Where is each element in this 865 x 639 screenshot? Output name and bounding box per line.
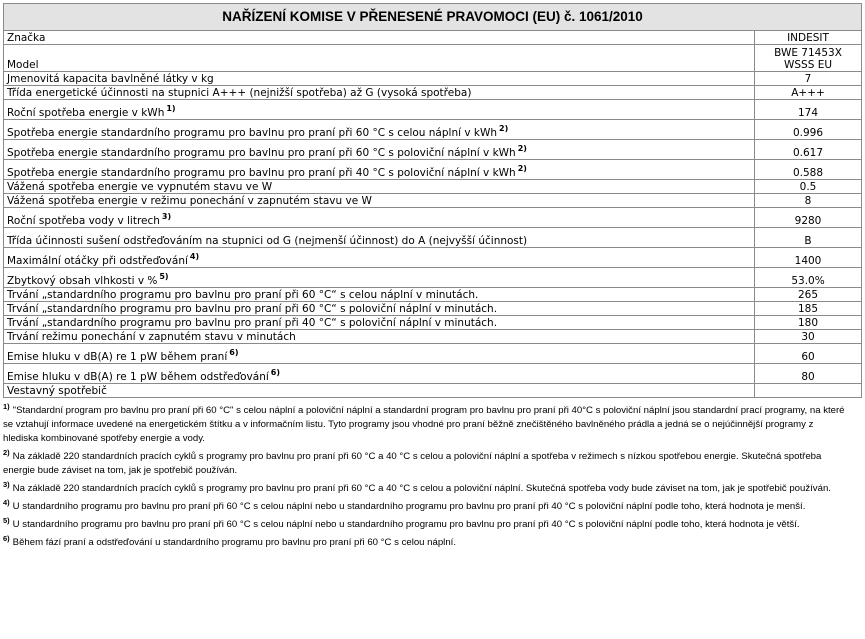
row-label-cell <box>4 100 755 120</box>
row-label: Vestavný spotřebič <box>7 385 107 397</box>
table-row <box>4 180 862 194</box>
row-label-cell <box>4 140 755 160</box>
footnote-mark: 1) <box>3 402 10 411</box>
footnote-ref: 5) <box>159 272 169 281</box>
row-value: 174 <box>755 100 862 120</box>
footnote-ref: 6) <box>270 368 281 377</box>
row-label-cell <box>4 180 755 194</box>
table-row <box>4 248 862 268</box>
footnote-ref: 2) <box>517 144 527 153</box>
row-label: Emise hluku v dB(A) re 1 pW během odstřeďování <box>7 371 269 383</box>
row-value: 0.5 <box>755 180 862 194</box>
row-label-cell <box>4 228 755 248</box>
row-value: 180 <box>755 316 862 330</box>
table-row <box>4 100 862 120</box>
footnote-ref: 2) <box>517 164 527 173</box>
energy-info-sheet <box>3 3 861 554</box>
row-label-cell <box>4 31 755 45</box>
row-label: Trvání „standardního programu pro bavlnu pro praní při 40 °C“ s poloviční náplní v minutách. <box>7 317 498 329</box>
footnotes <box>3 404 861 550</box>
footnote <box>3 404 861 446</box>
row-label: Značka <box>7 32 46 44</box>
row-value: 265 <box>755 288 862 302</box>
footnote-text: Na základě 220 standardních pracích cyklů s programy pro bavlnu pro praní při 60 °C a 40 °C s celou a poloviční náplní. Skutečná spotřeba vody bude záviset na tom, jak je spotřebič používán. <box>12 483 831 494</box>
row-value: A+++ <box>755 86 862 100</box>
table-row <box>4 384 862 398</box>
row-label: Spotřeba energie standardního programu pro bavlnu pro praní při 60 °C s poloviční náplní v kWh <box>7 147 516 159</box>
row-value: 53.0% <box>755 268 862 288</box>
footnote-ref: 4) <box>189 252 200 261</box>
row-label-cell <box>4 330 755 344</box>
table-row <box>4 316 862 330</box>
table-row <box>4 45 862 72</box>
row-label-cell <box>4 45 755 72</box>
footnote <box>3 518 861 532</box>
row-label: Roční spotřeba vody v litrech <box>7 215 160 227</box>
footnote <box>3 482 861 496</box>
row-label-cell <box>4 194 755 208</box>
row-label: Zbytkový obsah vlhkosti v % <box>7 275 158 287</box>
row-label-cell <box>4 344 755 364</box>
row-value: 8 <box>755 194 862 208</box>
row-label-cell <box>4 120 755 140</box>
table-row <box>4 268 862 288</box>
row-value: 9280 <box>755 208 862 228</box>
row-value: BWE 71453X WSSS EU <box>755 45 862 72</box>
footnote-mark: 4) <box>3 498 10 507</box>
table-row <box>4 302 862 316</box>
row-label-cell <box>4 248 755 268</box>
footnote-ref: 3) <box>161 212 172 221</box>
table-row <box>4 72 862 86</box>
row-label: Vážená spotřeba energie ve vypnutém stavu ve W <box>7 181 273 193</box>
row-label-cell <box>4 268 755 288</box>
row-value: 185 <box>755 302 862 316</box>
table-row <box>4 208 862 228</box>
footnote-text: U standardního programu pro bavlnu pro praní při 60 °C s celou náplní nebo u standardního programu pro bavlnu pro praní při 40 °C s poloviční náplní podle toho, která hodnota je větší. <box>12 519 800 530</box>
footnote-text: "Standardní program pro bavlnu pro praní při 60 °C" s celou náplní a poloviční náplní a standardní program pro bavlnu pro praní při 40°C s poloviční náplní jsou standardní prací programy, na které se vztahují informace uvedené na energetickém štítku a v informačním listu. Tyto programy jsou vhodné pro praní běžně znečištěného bavlněného prádla a jedná se o nejúčinnější programy z hlediska kombinované spotřeby energie a vody. <box>3 405 845 444</box>
row-label-cell <box>4 208 755 228</box>
row-value: 60 <box>755 344 862 364</box>
row-value: 1400 <box>755 248 862 268</box>
row-label: Vážená spotřeba energie v režimu ponechání v zapnutém stavu ve W <box>7 195 372 207</box>
row-value: 0.617 <box>755 140 862 160</box>
row-label: Spotřeba energie standardního programu pro bavlnu pro praní při 60 °C s celou náplní v kWh <box>7 127 498 139</box>
row-label: Trvání režimu ponechání v zapnutém stavu v minutách <box>7 331 296 343</box>
row-value: INDESIT <box>755 31 862 45</box>
row-label-cell <box>4 160 755 180</box>
table-row <box>4 86 862 100</box>
footnote <box>3 500 861 514</box>
footnote-text: Během fází praní a odstřeďování u standardního programu pro bavlnu pro praní při 60 °C s celou náplní. <box>12 537 456 548</box>
row-label: Roční spotřeba energie v kWh <box>7 107 165 119</box>
row-value: 30 <box>755 330 862 344</box>
row-label: Třída energetické účinnosti na stupnici A+++ (nejnižší spotřeba) až G (vysoká spotřeba) <box>7 87 472 99</box>
footnote <box>3 450 861 478</box>
footnote-ref: 2) <box>499 124 509 133</box>
row-label: Jmenovitá kapacita bavlněné látky v kg <box>7 73 214 85</box>
table-row <box>4 140 862 160</box>
row-value: 0.996 <box>755 120 862 140</box>
table-row <box>4 31 862 45</box>
row-label-cell <box>4 364 755 384</box>
row-value: 7 <box>755 72 862 86</box>
table-row <box>4 120 862 140</box>
row-label: Spotřeba energie standardního programu pro bavlnu pro praní při 40 °C s poloviční náplní v kWh <box>7 167 516 179</box>
row-label: Emise hluku v dB(A) re 1 pW během praní <box>7 351 228 363</box>
spec-table <box>3 3 862 398</box>
table-row <box>4 194 862 208</box>
footnote-text: Na základě 220 standardních pracích cyklů s programy pro bavlnu pro praní při 60 °C a 40 °C s celou a poloviční náplní a spotřeba v režimech s nízkou spotřebou energie. Skutečná spotřeba energie bude záviset na tom, jak je spotřebič používán. <box>3 451 822 476</box>
row-value: 80 <box>755 364 862 384</box>
table-row <box>4 330 862 344</box>
row-value: 0.588 <box>755 160 862 180</box>
footnote-ref: 1) <box>166 104 176 113</box>
table-row <box>4 364 862 384</box>
table-row <box>4 160 862 180</box>
row-label-cell <box>4 384 755 398</box>
row-label-cell <box>4 288 755 302</box>
row-label: Trvání „standardního programu pro bavlnu pro praní při 60 °C“ s celou náplní v minutách. <box>7 289 479 301</box>
row-label: Třída účinnosti sušení odstřeďováním na stupnici od G (nejmenší účinnost) do A (nejvyšší účinnost) <box>7 235 528 247</box>
row-label-cell <box>4 72 755 86</box>
row-value: B <box>755 228 862 248</box>
row-label-cell <box>4 316 755 330</box>
footnote-mark: 5) <box>3 516 10 525</box>
footnote <box>3 536 861 550</box>
table-row <box>4 288 862 302</box>
table-row <box>4 228 862 248</box>
row-label: Trvání „standardního programu pro bavlnu pro praní při 60 °C“ s poloviční náplní v minutách. <box>7 303 498 315</box>
footnote-ref: 6) <box>229 348 239 357</box>
row-value <box>755 384 862 398</box>
row-label: Model <box>7 59 39 71</box>
regulation-title: NAŘÍZENÍ KOMISE V PŘENESENÉ PRAVOMOCI (EU) č. 1061/2010 <box>4 4 862 31</box>
footnote-mark: 2) <box>3 448 10 457</box>
row-label-cell <box>4 302 755 316</box>
table-row <box>4 344 862 364</box>
row-label-cell <box>4 86 755 100</box>
footnote-text: U standardního programu pro bavlnu pro praní při 60 °C s celou náplní nebo u standardního programu pro bavlnu pro praní při 40 °C s poloviční náplní podle toho, která hodnota je menší. <box>12 501 806 512</box>
footnote-mark: 3) <box>3 480 10 489</box>
footnote-mark: 6) <box>3 534 10 543</box>
row-label: Maximální otáčky při odstřeďování <box>7 255 188 267</box>
